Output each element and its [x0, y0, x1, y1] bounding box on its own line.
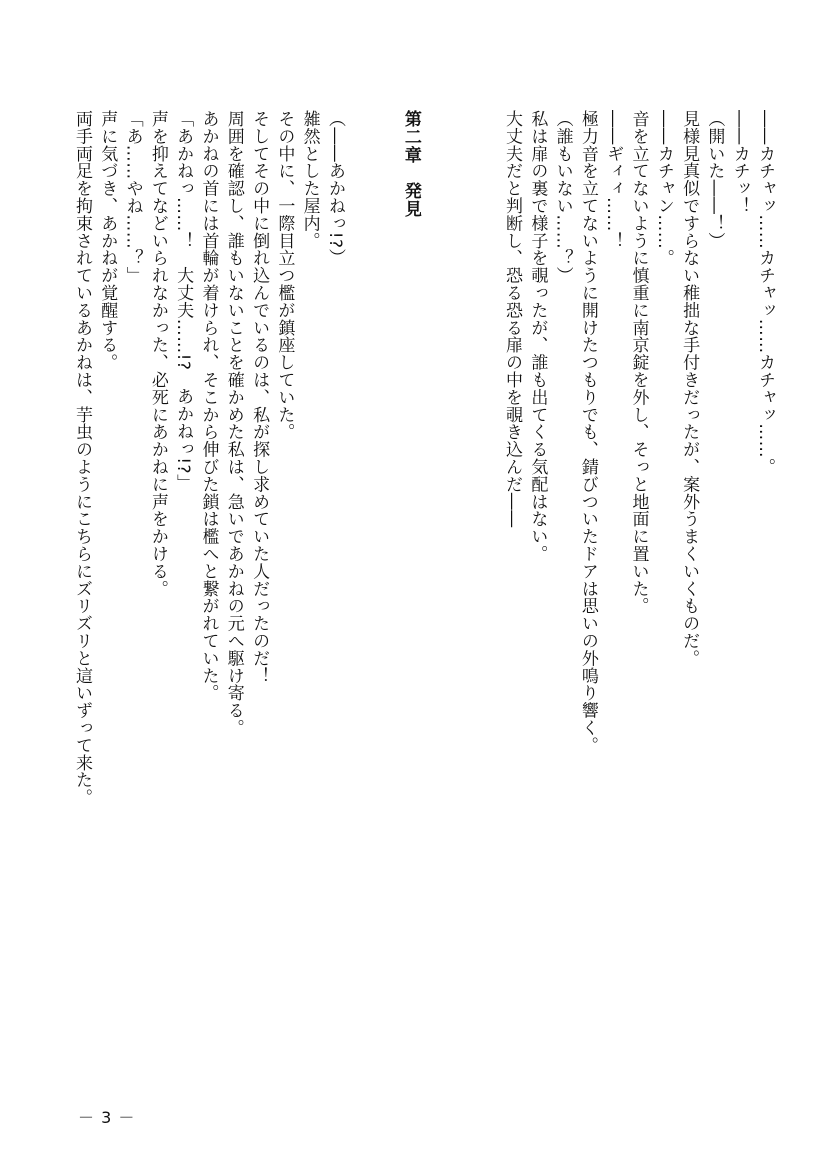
text-line: （開いた――！） — [704, 110, 725, 250]
text-line: 声に気づき、あかねが覚醒する。 — [97, 110, 118, 371]
text-line: （――あかねっ!?） — [324, 110, 345, 266]
text-line: 「あかねっ……！ 大丈夫……!? あかねっ!?」 — [173, 110, 194, 492]
text-line: 音を立てないように慎重に南京錠を外し、そっと地面に置いた。 — [628, 110, 649, 615]
text-line: （誰もいない……？） — [552, 110, 573, 284]
text-line: 両手両足を拘束されているあかねは、芋虫のようにこちらにズリズリと這いずって来た。 — [71, 110, 92, 806]
text-line: 見様見真似ですらない稚拙な手付きだったが、案外うまくいくものだ。 — [679, 110, 700, 667]
text-line: ――ギィィ……！ — [603, 110, 624, 250]
text-line: 大丈夫だと判断し、恐る恐る扉の中を覗き込んだ―― — [502, 110, 523, 528]
text-line: 周囲を確認し、誰もいないことを確かめた私は、急いであかねの元へ駆け寄る。 — [223, 110, 244, 737]
blank-line — [372, 110, 397, 830]
text-line: 「あ……やね……？」 — [122, 110, 143, 284]
page-number: － 3 － — [78, 1108, 136, 1127]
vertical-text-body — [69, 110, 777, 830]
blank-line — [347, 110, 372, 830]
blank-line — [448, 110, 473, 830]
text-line: あかねの首には首輪が着けられ、そこから伸びた鎖は檻へと繋がれていた。 — [198, 110, 219, 702]
text-line: ――カチャッ……カチャッ……カチャッ……。 — [755, 110, 775, 476]
text-line: 極力音を立てないように開けたつもりでも、錆びついたドアは思いの外鳴り響く。 — [577, 110, 598, 754]
text-line: ――カチッ！ — [729, 110, 750, 215]
text-line: 私は扉の裏で様子を覗ったが、誰も出てくる気配はない。 — [527, 110, 548, 563]
chapter-heading: 第二章 発見 — [400, 110, 421, 218]
blank-line — [423, 110, 448, 830]
blank-line — [473, 110, 498, 830]
text-line: ――カチャン……。 — [653, 110, 674, 267]
text-line: 雑然とした屋内。 — [299, 110, 320, 250]
text-line: そしてその中に倒れ込んでいるのは、私が探し求めていた人だったのだ！ — [249, 110, 270, 685]
text-line: 声を抑えてなどいられなかった、必死にあかねに声をかける。 — [147, 110, 168, 598]
text-line: その中に、一際目立つ檻が鎮座していた。 — [274, 110, 295, 441]
